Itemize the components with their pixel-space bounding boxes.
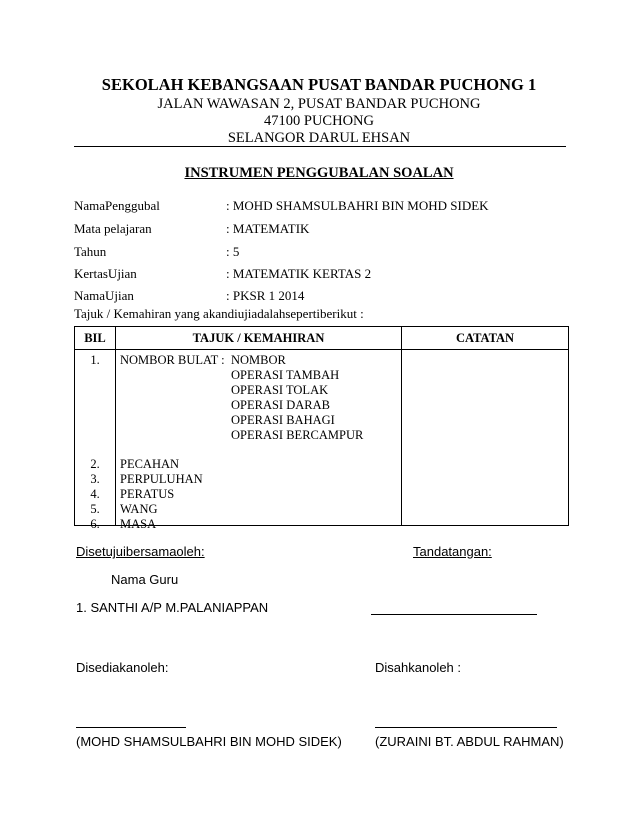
- bil-4: 4.: [90, 487, 100, 501]
- catatan-cell: [402, 350, 569, 526]
- signature-line-1: [371, 614, 537, 615]
- bil-cell: [75, 350, 116, 531]
- approved-by-label: Disetujuibersamaoleh:: [76, 544, 205, 559]
- address-line-2: 47100 PUCHONG: [264, 113, 374, 129]
- info-value: : MATEMATIK: [226, 221, 310, 236]
- info-value: : MATEMATIK KERTAS 2: [226, 266, 372, 281]
- topic-peratus: PERATUS: [120, 487, 175, 501]
- info-label: KertasUjian: [74, 266, 137, 281]
- bil-2: 2.: [90, 457, 100, 471]
- address-line-3: SELANGOR DARUL EHSAN: [227, 130, 411, 146]
- info-label: NamaPenggubal: [74, 198, 160, 213]
- table-header-row: [75, 327, 569, 350]
- bil-1: 1.: [90, 353, 100, 367]
- bil-6: 6.: [90, 517, 100, 531]
- certifier-signature-line: [375, 727, 557, 728]
- subtopic: OPERASI BERCAMPUR: [231, 428, 364, 442]
- topics-intro: Tajuk / Kemahiran yang akandiujiadalahsepertiberikut :: [74, 306, 364, 321]
- column-header-tajuk: TAJUK / KEMAHIRAN: [116, 327, 402, 350]
- preparer-signature-line: [76, 727, 186, 728]
- topic-wang: WANG: [120, 502, 158, 516]
- subtopic: OPERASI TOLAK: [231, 383, 329, 397]
- topic-nombor-bulat: NOMBOR BULAT :: [120, 353, 225, 367]
- bil-3: 3.: [90, 472, 100, 486]
- teacher-1-name: 1. SANTHI A/P M.PALANIAPPAN: [76, 600, 269, 615]
- subtopic: OPERASI DARAB: [231, 398, 330, 412]
- topics-table: [74, 326, 569, 531]
- info-value: : MOHD SHAMSULBAHRI BIN MOHD SIDEK: [226, 198, 489, 213]
- topic-perpuluhan: PERPULUHAN: [120, 472, 203, 486]
- header-divider: [74, 146, 566, 147]
- info-value: : 5: [226, 244, 240, 259]
- bil-5: 5.: [90, 502, 100, 516]
- column-header-bil: BIL: [75, 327, 116, 350]
- certified-by-label: Disahkanoleh :: [375, 660, 461, 675]
- certifier-name: (ZURAINI BT. ABDUL RAHMAN): [375, 734, 564, 749]
- info-label: Mata pelajaran: [74, 221, 152, 236]
- preparer-name: (MOHD SHAMSULBAHRI BIN MOHD SIDEK): [76, 734, 342, 749]
- school-name: SEKOLAH KEBANGSAAN PUSAT BANDAR PUCHONG 1: [101, 75, 537, 94]
- subtopic: OPERASI BAHAGI: [231, 413, 335, 427]
- info-value: : PKSR 1 2014: [226, 288, 305, 303]
- tajuk-cell: [116, 350, 402, 531]
- subtopic: NOMBOR: [231, 353, 286, 367]
- info-label: Tahun: [74, 244, 107, 259]
- table-row: [75, 350, 569, 526]
- subtopic: OPERASI TAMBAH: [231, 368, 340, 382]
- topic-pecahan: PECAHAN: [120, 457, 180, 471]
- address-line-1: JALAN WAWASAN 2, PUSAT BANDAR PUCHONG: [157, 96, 481, 112]
- teacher-name-label: Nama Guru: [111, 572, 179, 587]
- info-label: NamaUjian: [74, 288, 134, 303]
- signature-label: Tandatangan:: [413, 544, 492, 559]
- document-title: INSTRUMEN PENGGUBALAN SOALAN: [184, 165, 454, 181]
- prepared-by-label: Disediakanoleh:: [76, 660, 169, 675]
- topic-masa: MASA: [120, 517, 157, 531]
- column-header-catatan: CATATAN: [402, 327, 569, 350]
